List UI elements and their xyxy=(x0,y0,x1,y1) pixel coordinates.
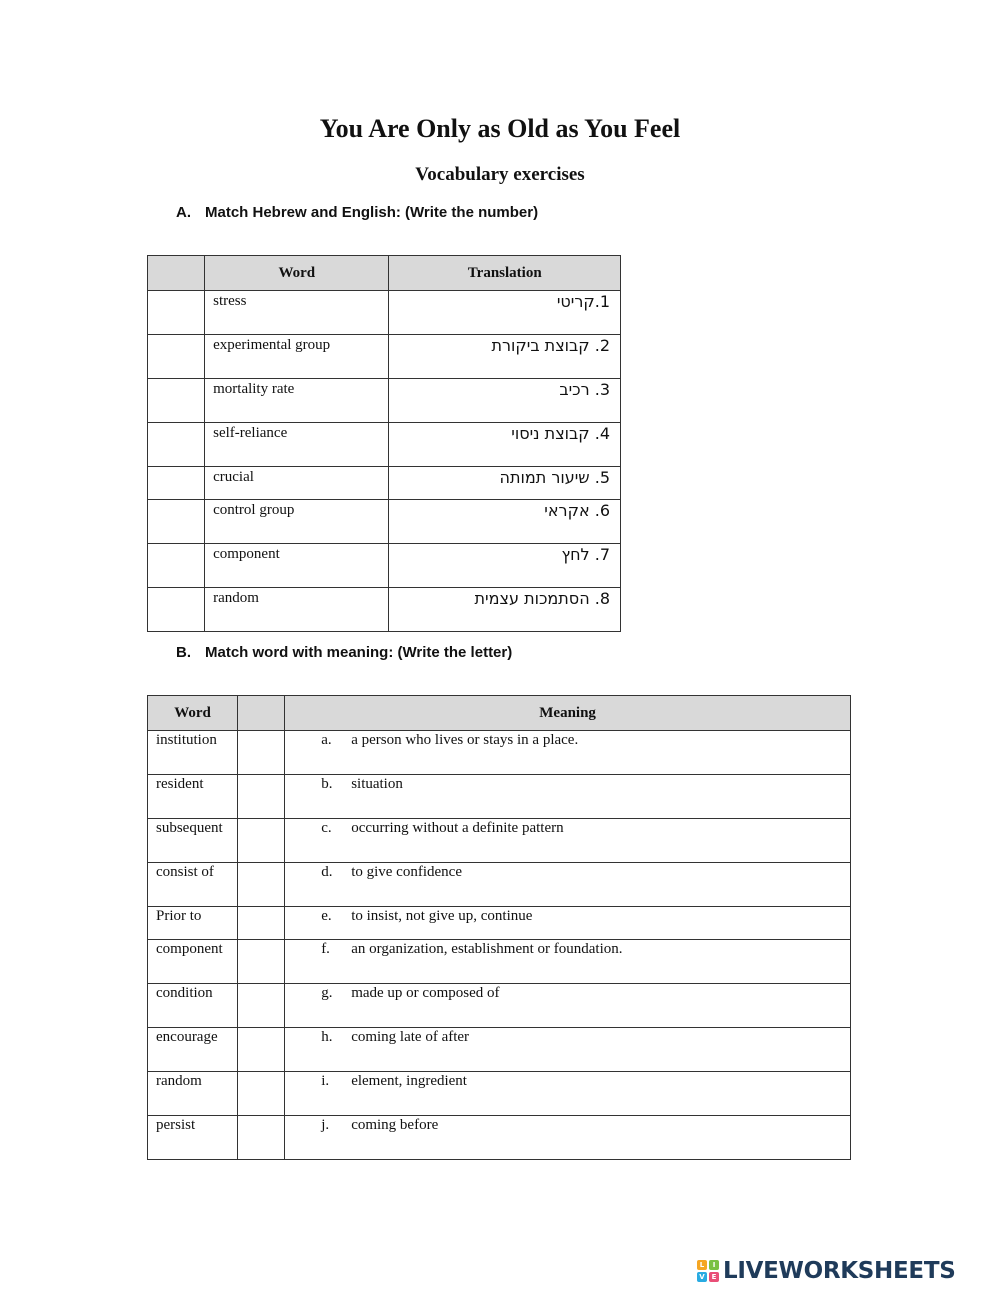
meaning-cell xyxy=(285,1116,851,1160)
number-answer-cell[interactable] xyxy=(148,291,205,335)
meaning-letter: a. xyxy=(321,732,332,748)
meaning-cell xyxy=(285,819,851,863)
table-a-number-header xyxy=(148,256,205,291)
number-answer-cell[interactable] xyxy=(148,544,205,588)
meaning-text: an organization, establishment or foundation. xyxy=(351,941,623,957)
table-row xyxy=(148,588,621,632)
hebrew-english-table xyxy=(147,255,621,632)
hebrew-translation: 5. שיעור תמותה xyxy=(389,467,621,500)
section-a-heading xyxy=(176,204,538,221)
section-a-letter: A. xyxy=(176,204,191,221)
liveworksheets-logo-icon xyxy=(697,1260,719,1282)
logo-mark-cell: L xyxy=(697,1260,707,1270)
letter-answer-cell[interactable] xyxy=(238,863,285,907)
letter-answer-cell[interactable] xyxy=(238,819,285,863)
meaning-cell xyxy=(285,940,851,984)
page-subtitle: Vocabulary exercises xyxy=(415,164,585,185)
table-b-word-header: Word xyxy=(148,696,238,731)
vocab-word: Prior to xyxy=(148,907,238,940)
hebrew-translation: 4. קבוצת ניסוי xyxy=(389,423,621,467)
meaning-text: situation xyxy=(351,776,403,792)
meaning-letter: e. xyxy=(321,908,332,924)
section-a-title: Match Hebrew and English: (Write the number) xyxy=(205,204,539,221)
section-b-heading xyxy=(176,644,512,661)
hebrew-translation: 7. לחץ xyxy=(389,544,621,588)
letter-answer-cell[interactable] xyxy=(238,1072,285,1116)
meaning-text: element, ingredient xyxy=(351,1073,467,1089)
table-row xyxy=(148,775,851,819)
vocab-word: resident xyxy=(148,775,238,819)
english-word: control group xyxy=(205,500,389,544)
number-answer-cell[interactable] xyxy=(148,423,205,467)
logo-mark-cell: E xyxy=(709,1272,719,1282)
meaning-letter: j. xyxy=(321,1117,330,1133)
letter-answer-cell[interactable] xyxy=(238,984,285,1028)
number-answer-cell[interactable] xyxy=(148,500,205,544)
table-row xyxy=(148,819,851,863)
table-row xyxy=(148,379,621,423)
hebrew-translation: 2. קבוצת ביקורת xyxy=(389,335,621,379)
table-b-answer-header xyxy=(238,696,285,731)
meaning-cell xyxy=(285,1028,851,1072)
english-word: random xyxy=(205,588,389,632)
hebrew-translation: 1.קריטי xyxy=(389,291,621,335)
letter-answer-cell[interactable] xyxy=(238,1028,285,1072)
table-row xyxy=(148,500,621,544)
meaning-letter: c. xyxy=(321,820,332,836)
meaning-letter: d. xyxy=(321,864,333,880)
word-meaning-table xyxy=(147,695,851,1160)
liveworksheets-logo[interactable] xyxy=(697,1256,955,1286)
number-answer-cell[interactable] xyxy=(148,588,205,632)
section-b-title: Match word with meaning: (Write the letter) xyxy=(205,644,513,661)
number-answer-cell[interactable] xyxy=(148,379,205,423)
table-row xyxy=(148,907,851,940)
letter-answer-cell[interactable] xyxy=(238,907,285,940)
meaning-text: occurring without a definite pattern xyxy=(351,820,564,836)
meaning-text: to give confidence xyxy=(351,864,462,880)
table-row xyxy=(148,544,621,588)
meaning-letter: f. xyxy=(321,941,330,957)
vocab-word: institution xyxy=(148,731,238,775)
page-title: You Are Only as Old as You Feel xyxy=(319,114,681,143)
meaning-text: coming before xyxy=(351,1117,439,1133)
meaning-letter: b. xyxy=(321,776,333,792)
meaning-cell xyxy=(285,907,851,940)
table-row xyxy=(148,291,621,335)
table-row xyxy=(148,467,621,500)
english-word: crucial xyxy=(205,467,389,500)
logo-mark-cell: I xyxy=(709,1260,719,1270)
number-answer-cell[interactable] xyxy=(148,467,205,500)
table-row xyxy=(148,1028,851,1072)
logo-mark-cell: V xyxy=(697,1272,707,1282)
vocab-word: persist xyxy=(148,1116,238,1160)
meaning-cell xyxy=(285,863,851,907)
letter-answer-cell[interactable] xyxy=(238,775,285,819)
english-word: mortality rate xyxy=(205,379,389,423)
meaning-cell xyxy=(285,775,851,819)
table-row xyxy=(148,863,851,907)
hebrew-translation: 8. הסתמכות עצמית xyxy=(389,588,621,632)
meaning-letter: i. xyxy=(321,1073,330,1089)
letter-answer-cell[interactable] xyxy=(238,940,285,984)
table-b-meaning-header: Meaning xyxy=(285,696,851,731)
meaning-text: to insist, not give up, continue xyxy=(351,908,533,924)
meaning-letter: g. xyxy=(321,985,333,1001)
table-row xyxy=(148,1072,851,1116)
meaning-cell xyxy=(285,984,851,1028)
vocab-word: random xyxy=(148,1072,238,1116)
meaning-cell xyxy=(285,1072,851,1116)
meaning-cell xyxy=(285,731,851,775)
meaning-text: made up or composed of xyxy=(351,985,500,1001)
meaning-text: a person who lives or stays in a place. xyxy=(351,732,579,748)
vocab-word: condition xyxy=(148,984,238,1028)
hebrew-translation: 6. אקראי xyxy=(389,500,621,544)
english-word: component xyxy=(205,544,389,588)
meaning-letter: h. xyxy=(321,1029,333,1045)
english-word: stress xyxy=(205,291,389,335)
meaning-text: coming late of after xyxy=(351,1029,470,1045)
table-row xyxy=(148,984,851,1028)
table-row xyxy=(148,731,851,775)
table-row xyxy=(148,940,851,984)
logo-text: LIVEWORKSHEETS xyxy=(723,1258,956,1284)
table-a-header-row xyxy=(148,256,621,291)
english-word: self-reliance xyxy=(205,423,389,467)
table-a-translation-header: Translation xyxy=(389,256,621,291)
vocab-word: consist of xyxy=(148,863,238,907)
vocab-word: subsequent xyxy=(148,819,238,863)
english-word: experimental group xyxy=(205,335,389,379)
vocab-word: encourage xyxy=(148,1028,238,1072)
vocab-word: component xyxy=(148,940,238,984)
letter-answer-cell[interactable] xyxy=(238,1116,285,1160)
table-row xyxy=(148,1116,851,1160)
table-a-word-header: Word xyxy=(205,256,389,291)
table-row xyxy=(148,335,621,379)
section-b-letter: B. xyxy=(176,644,191,661)
hebrew-translation: 3. רכיב xyxy=(389,379,621,423)
table-row xyxy=(148,423,621,467)
letter-answer-cell[interactable] xyxy=(238,731,285,775)
number-answer-cell[interactable] xyxy=(148,335,205,379)
table-b-header-row xyxy=(148,696,851,731)
